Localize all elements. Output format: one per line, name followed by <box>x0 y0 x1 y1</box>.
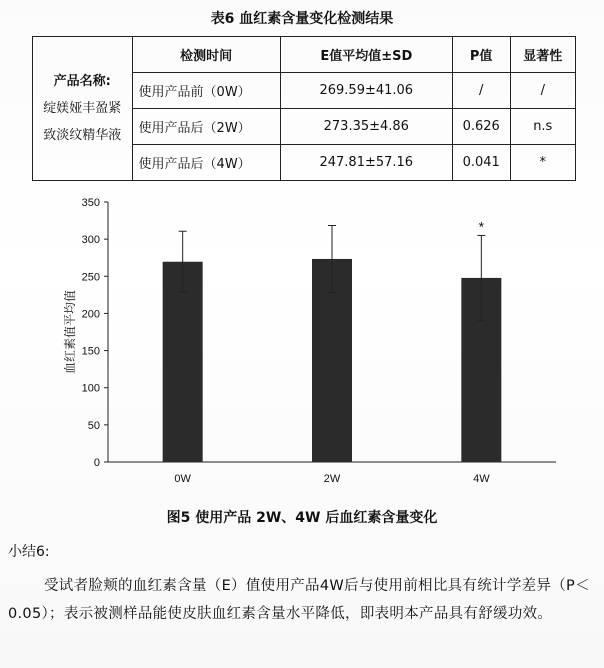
x-tick-label: 0W <box>174 473 191 485</box>
y-axis-label: 血红素值平均值 <box>63 289 77 375</box>
product-name-line-2: 致淡纹精华液 <box>43 128 122 143</box>
summary-heading: 小结6: <box>8 544 50 560</box>
y-tick-label: 300 <box>81 234 100 247</box>
y-tick-label: 50 <box>87 419 100 432</box>
table-header-row <box>33 37 576 73</box>
y-tick-label: 100 <box>81 382 100 395</box>
row-mean: 269.59±41.06 <box>280 73 452 109</box>
product-name-line-1: 绽媄娅丰盈紧 <box>43 101 122 116</box>
header-time: 检测时间 <box>132 37 280 73</box>
row-significance: / <box>510 73 575 109</box>
significance-mark: * <box>478 218 485 235</box>
row-time: 使用产品后（2W） <box>132 109 280 145</box>
y-tick-label: 250 <box>81 271 100 284</box>
row-mean: 273.35±4.86 <box>280 109 452 145</box>
chart-svg <box>56 192 576 492</box>
results-table <box>32 36 576 181</box>
summary-text: 受试者脸颊的血红素含量（E）值使用产品4W后与使用前相比具有统计学差异（P＜0.05）；表示被测样品能使皮肤血红素含量水平降低，即表明本产品具有舒缓功效。 <box>8 578 590 622</box>
row-mean: 247.81±57.16 <box>280 145 452 181</box>
header-mean: E值平均值±SD <box>280 37 452 73</box>
row-significance: * <box>510 145 575 181</box>
figure-caption: 图5 使用产品 2W、4W 后血红素含量变化 <box>166 510 438 526</box>
y-tick-label: 0 <box>93 457 100 469</box>
bar-chart <box>56 192 576 492</box>
row-p: 0.041 <box>452 145 510 181</box>
x-tick-label: 2W <box>323 473 341 485</box>
row-p: / <box>452 73 510 109</box>
y-tick-label: 350 <box>81 197 100 209</box>
product-label: 产品名称: <box>53 74 111 89</box>
header-p: P值 <box>452 37 510 73</box>
y-tick-label: 150 <box>81 345 100 358</box>
header-significance: 显著性 <box>510 37 575 73</box>
table-title: 表6 血红素含量变化检测结果 <box>210 11 394 27</box>
row-time: 使用产品后（4W） <box>132 145 280 181</box>
row-significance: n.s <box>510 109 575 145</box>
x-tick-label: 4W <box>473 473 490 485</box>
row-time: 使用产品前（0W） <box>132 73 280 109</box>
y-tick-label: 200 <box>81 308 100 321</box>
row-p: 0.626 <box>452 109 510 145</box>
product-cell <box>33 37 133 181</box>
